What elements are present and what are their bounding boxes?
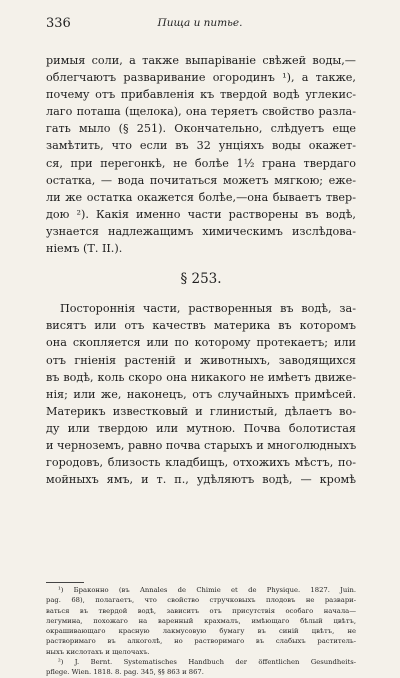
text-line: ду или твердою или мутною. Почва болотистая <box>46 421 356 435</box>
text-line: узнается надлежащимъ химическимъ изслѣдова- <box>46 224 356 238</box>
text-line: замѣтить, что если въ 32 унціяхъ воды окажет- <box>46 139 356 153</box>
footnotes <box>46 585 356 678</box>
text-line: дою ²). Какія именно части растворены въ водѣ, <box>46 207 356 221</box>
text-line: висятъ или отъ качествъ материка въ которомъ <box>46 319 356 333</box>
text-line: въ водѣ, коль скоро она никакого не имѣетъ движе- <box>46 370 356 384</box>
text-line: Постороннія части, растворенныя въ водѣ, за- <box>60 302 356 316</box>
main-text <box>46 52 356 488</box>
footnote-line: ²) J. Bernt. Systematisches Handbuch der öffentlichen Gesundheits- <box>58 658 356 667</box>
section-heading: § 253. <box>180 271 222 288</box>
footnote-divider <box>46 582 84 583</box>
text-line: остатка, — вода почитаться можетъ мягкою; еже- <box>46 173 356 187</box>
footnote-line: растворимаго въ алкоголѣ, но растворимаго въ слабыхъ раститель- <box>46 637 356 646</box>
text-line: и черноземъ, равно почва старыхъ и многолюдныхъ <box>46 438 356 452</box>
text-line: Материкъ известковый и глинистый, дѣлаетъ во- <box>46 404 356 418</box>
text-line: ся, при перегонкѣ, не болѣе 1½ грана твердаго <box>46 156 356 170</box>
footnote-line: ¹) Браконно (въ Annales de Chimie et de Physique. 1827. Juin. <box>58 586 356 594</box>
running-title: Пища и питье. <box>157 17 243 29</box>
text-line: отъ гніенія растеній и животныхъ, заводящихся <box>46 353 356 367</box>
footnote-line: pflege. Wien. 1818. 8. pag. 345, §§ 863 и 867. <box>46 668 204 677</box>
text-line: лаго поташа (щелока), она теряетъ свойство разла- <box>46 105 356 119</box>
text-line: мойныхъ ямъ, и т. п., удѣляютъ водѣ, — кромѣ <box>46 473 356 487</box>
text-line: облегчаютъ разваривание огородинъ ¹), а также, <box>46 71 356 85</box>
text-line: почему отъ прибавленія къ твердой водѣ углекис- <box>46 88 356 102</box>
paragraph-2 <box>46 300 356 488</box>
text-line: ли же остатка окажется болѣе,—она бываетъ твер- <box>46 190 356 204</box>
footnote-line: ныхъ кислотахъ и щелочахъ. <box>46 647 150 656</box>
page-number: 336 <box>46 16 71 31</box>
text-line: гать мыло (§ 251). Окончательно, слѣдуетъ еще <box>46 122 356 136</box>
footnote-line: pag. 68), полагаетъ, что свойство стручковыхъ плодовъ не развари- <box>46 596 356 605</box>
paragraph-1 <box>46 52 356 257</box>
text-line: римыя соли, а также выпаріваніе свѣжей воды,— <box>46 54 356 67</box>
text-line: городовъ, близость кладбищъ, отхожихъ мѣстъ, по- <box>46 456 356 470</box>
footnote-line: легумина, похожаго на варенный крахмалъ, имѣющаго бѣлый цвѣтъ, <box>46 616 356 625</box>
text-line: она скопляется или по которому протекаетъ; или <box>46 336 356 350</box>
footnote-line: ваться въ твердой водѣ, зависитъ отъ присутствія особаго начала— <box>46 606 356 615</box>
footnote-line: окрашивающаго красную лакмусовую бумагу въ синій цвѣтъ, не <box>46 627 356 636</box>
text-line: ніемъ (Т. II.). <box>46 242 123 256</box>
text-line: нія; или же, наконецъ, отъ случайныхъ примѣсей. <box>46 387 356 401</box>
page-header <box>46 14 354 36</box>
